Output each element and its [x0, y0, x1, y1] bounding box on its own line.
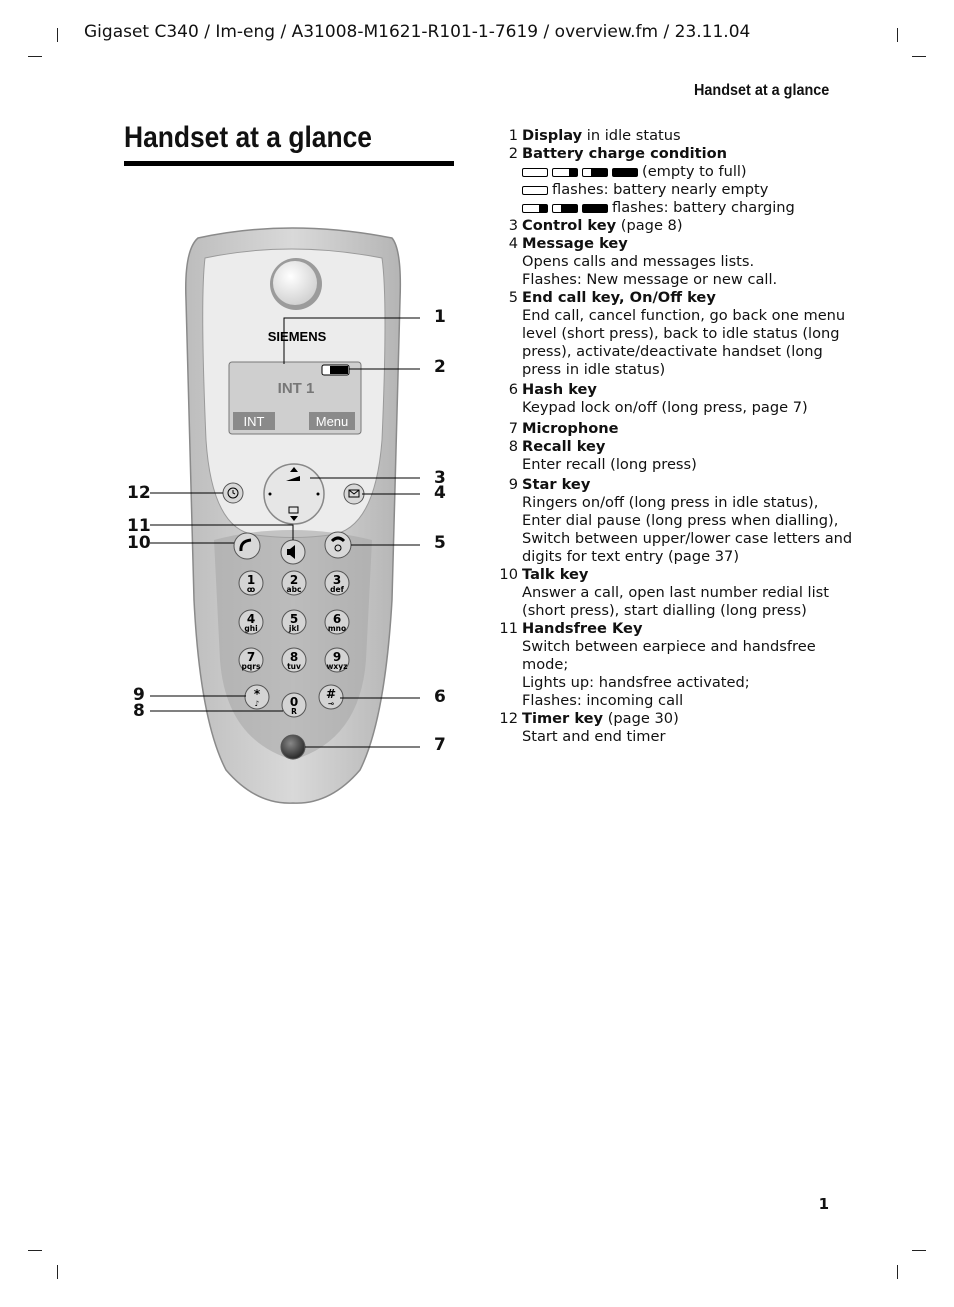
keypad-key-5 [282, 610, 306, 634]
hash-key [319, 685, 343, 709]
keypad-key-9 [325, 648, 349, 672]
svg-text:⊸: ⊸ [327, 699, 335, 708]
svg-text:2: 2 [289, 573, 299, 587]
legend-item-5: 5 End call key, On/Off key End call, cancel function, go back one menu level (short press), back to idle status (long press), activate/deactivate handset (long press in idle status) [508, 289, 846, 378]
callout-9: 9 [133, 685, 145, 705]
crop-mark [57, 1265, 58, 1279]
control-key [264, 464, 324, 524]
running-head: Handset at a glance [693, 82, 829, 99]
svg-text:1: 1 [246, 573, 256, 587]
callout-12: 12 [127, 483, 151, 503]
callout-11: 11 [127, 516, 151, 536]
callout-10: 10 [127, 533, 151, 553]
legend-item-8: 8 Recall key Enter recall (long press) [508, 438, 697, 473]
legend-item-7: 7 Microphone [508, 420, 619, 437]
legend-item-10: 10 Talk key Answer a call, open last number redial list (short press), start dialling (long press) [499, 566, 829, 619]
svg-text:8: 8 [289, 650, 299, 664]
svg-text:3: 3 [332, 573, 342, 587]
legend-item-6: 6 Hash key Keypad lock on/off (long press, page 7) [508, 381, 808, 416]
page-number: 1 [818, 1195, 829, 1213]
svg-text:pqrs: pqrs [241, 662, 261, 671]
callout-8: 8 [133, 701, 145, 721]
callout-2: 2 [434, 357, 446, 377]
battery-third-icon [552, 168, 578, 177]
battery-full-icon [582, 204, 608, 213]
star-key [245, 685, 269, 709]
legend-item-2: 2 Battery charge condition (empty to full) flashes: battery nearly empty flashes: battery charging [508, 145, 795, 216]
battery-empty-icon [522, 186, 548, 195]
crop-mark [897, 1265, 898, 1279]
legend-item-11: 11 Handsfree Key Switch between earpiece and handsfree mode; Lights up: handsfree activated; Flashes: incoming call [499, 620, 816, 709]
crop-mark [912, 1250, 926, 1251]
svg-text:tuv: tuv [287, 662, 301, 671]
battery-full-icon [612, 168, 638, 177]
keypad-key-2 [282, 571, 306, 595]
svg-text:jkl: jkl [288, 624, 300, 633]
legend-list [496, 127, 856, 746]
svg-text:abc: abc [286, 585, 302, 594]
svg-text:wxyz: wxyz [326, 662, 348, 671]
svg-text:ghi: ghi [244, 624, 258, 633]
callout-5: 5 [434, 533, 446, 553]
svg-text:R: R [291, 707, 297, 716]
softkey-left: INT [243, 414, 265, 429]
svg-text:9: 9 [332, 650, 342, 664]
crop-mark [912, 56, 926, 57]
battery-third-icon [522, 204, 548, 213]
zero-key [282, 693, 306, 717]
callout-3: 3 [434, 468, 446, 488]
page-title: Handset at a glance [124, 121, 372, 154]
svg-text:def: def [330, 585, 344, 594]
legend-item-4: 4 Message key Opens calls and messages lists. Flashes: New message or new call. [508, 235, 778, 288]
keypad-key-1 [239, 571, 263, 595]
svg-text:♪: ♪ [254, 699, 260, 708]
keypad-key-8 [282, 648, 306, 672]
handset-illustration [0, 0, 480, 830]
brand-logo: SIEMENS [267, 329, 327, 344]
battery-two-thirds-icon [552, 204, 578, 213]
svg-text:mno: mno [327, 624, 347, 633]
crop-mark [28, 1250, 42, 1251]
keypad-key-3 [325, 571, 349, 595]
legend-item-3: 3 Control key (page 8) [508, 217, 683, 234]
svg-text:ꝏ: ꝏ [246, 585, 256, 594]
svg-text:*: * [253, 687, 261, 701]
svg-text:#: # [325, 687, 337, 701]
microphone [281, 735, 305, 759]
crop-mark [897, 28, 898, 42]
svg-text:5: 5 [289, 612, 299, 626]
legend-item-1: 1 Display in idle status [508, 127, 681, 144]
svg-text:7: 7 [246, 650, 256, 664]
legend-item-9: 9 Star key Ringers on/off (long press in idle status), Enter dial pause (long press when dialling), Switch between upper/lower case letters and digits for text entry (page 37) [508, 476, 853, 565]
keypad-key-4 [239, 610, 263, 634]
callout-4: 4 [434, 483, 446, 503]
svg-text:6: 6 [332, 612, 342, 626]
svg-text:0: 0 [289, 695, 299, 709]
keypad-key-6 [325, 610, 349, 634]
callout-6: 6 [434, 687, 446, 707]
callout-7: 7 [434, 735, 446, 755]
keypad-key-7 [239, 648, 263, 672]
callout-1: 1 [434, 307, 446, 327]
legend-item-12: 12 Timer key (page 30) Start and end timer [499, 710, 679, 745]
display-text: INT 1 [277, 380, 315, 397]
document-info-header: Gigaset C340 / Im-eng / A31008-M1621-R101-1-7619 / overview.fm / 23.11.04 [84, 22, 751, 42]
svg-text:4: 4 [246, 612, 256, 626]
talk-key [234, 533, 260, 559]
battery-empty-icon [522, 168, 548, 177]
battery-two-thirds-icon [582, 168, 608, 177]
softkey-right: Menu [315, 414, 349, 429]
